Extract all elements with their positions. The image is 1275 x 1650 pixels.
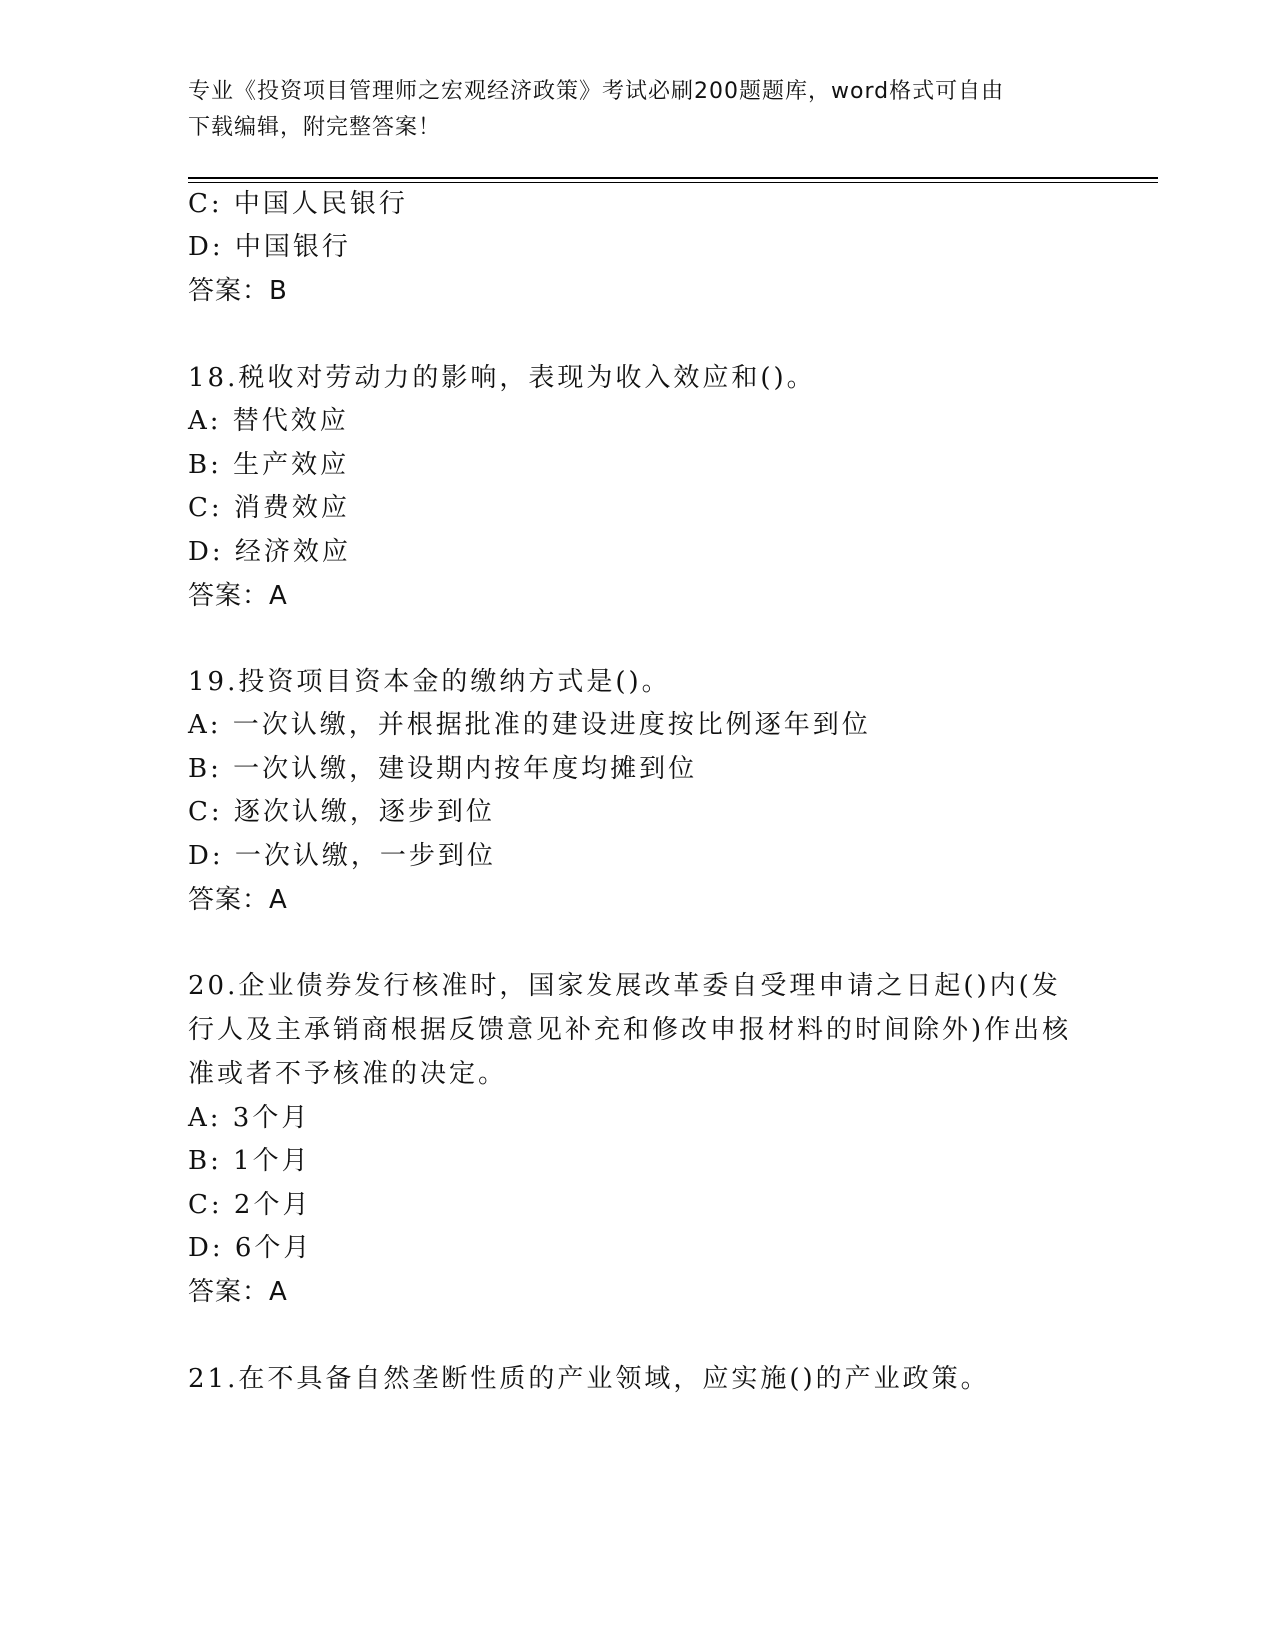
option-d: D: 中国银行 bbox=[188, 232, 351, 262]
question-20-line-3: 准或者不予核准的决定。 bbox=[188, 1059, 508, 1089]
question-20-line-1: 20.企业债券发行核准时，国家发展改革委自受理申请之日起()内(发 bbox=[188, 971, 1061, 1001]
header-rule-thick bbox=[188, 177, 1158, 179]
q19-option-a: A: 一次认缴，并根据批准的建设进度按比例逐年到位 bbox=[188, 710, 871, 740]
q20-answer: 答案：A bbox=[188, 1277, 288, 1307]
q19-option-d: D: 一次认缴，一步到位 bbox=[188, 841, 496, 871]
q18-answer: 答案：A bbox=[188, 581, 288, 611]
question-19: 19.投资项目资本金的缴纳方式是()。 bbox=[188, 667, 671, 697]
q19-option-b: B: 一次认缴，建设期内按年度均摊到位 bbox=[188, 754, 698, 784]
q20-option-a: A: 3个月 bbox=[188, 1103, 311, 1133]
q19-answer: 答案：A bbox=[188, 885, 288, 915]
question-21: 21.在不具备自然垄断性质的产业领域，应实施()的产业政策。 bbox=[188, 1364, 990, 1394]
q18-option-b: B: 生产效应 bbox=[188, 450, 350, 480]
question-18: 18.税收对劳动力的影响，表现为收入效应和()。 bbox=[188, 363, 816, 393]
q20-option-d: D: 6个月 bbox=[188, 1233, 313, 1263]
q20-option-b: B: 1个月 bbox=[188, 1146, 311, 1176]
q19-option-c: C: 逐次认缴，逐步到位 bbox=[188, 797, 495, 827]
q18-option-d: D: 经济效应 bbox=[188, 537, 351, 567]
option-c: C: 中国人民银行 bbox=[188, 189, 408, 219]
question-20-line-2: 行人及主承销商根据反馈意见补充和修改申报材料的时间除外)作出核 bbox=[188, 1015, 1072, 1045]
header-line-1: 专业《投资项目管理师之宏观经济政策》考试必刷200题题库，word格式可自由 bbox=[188, 79, 1005, 104]
q20-option-c: C: 2个月 bbox=[188, 1190, 312, 1220]
q18-option-a: A: 替代效应 bbox=[188, 406, 349, 436]
q18-option-c: C: 消费效应 bbox=[188, 493, 350, 523]
header-line-2: 下载编辑，附完整答案！ bbox=[188, 115, 442, 140]
document-header bbox=[188, 74, 1068, 146]
answer: 答案：B bbox=[188, 276, 288, 306]
